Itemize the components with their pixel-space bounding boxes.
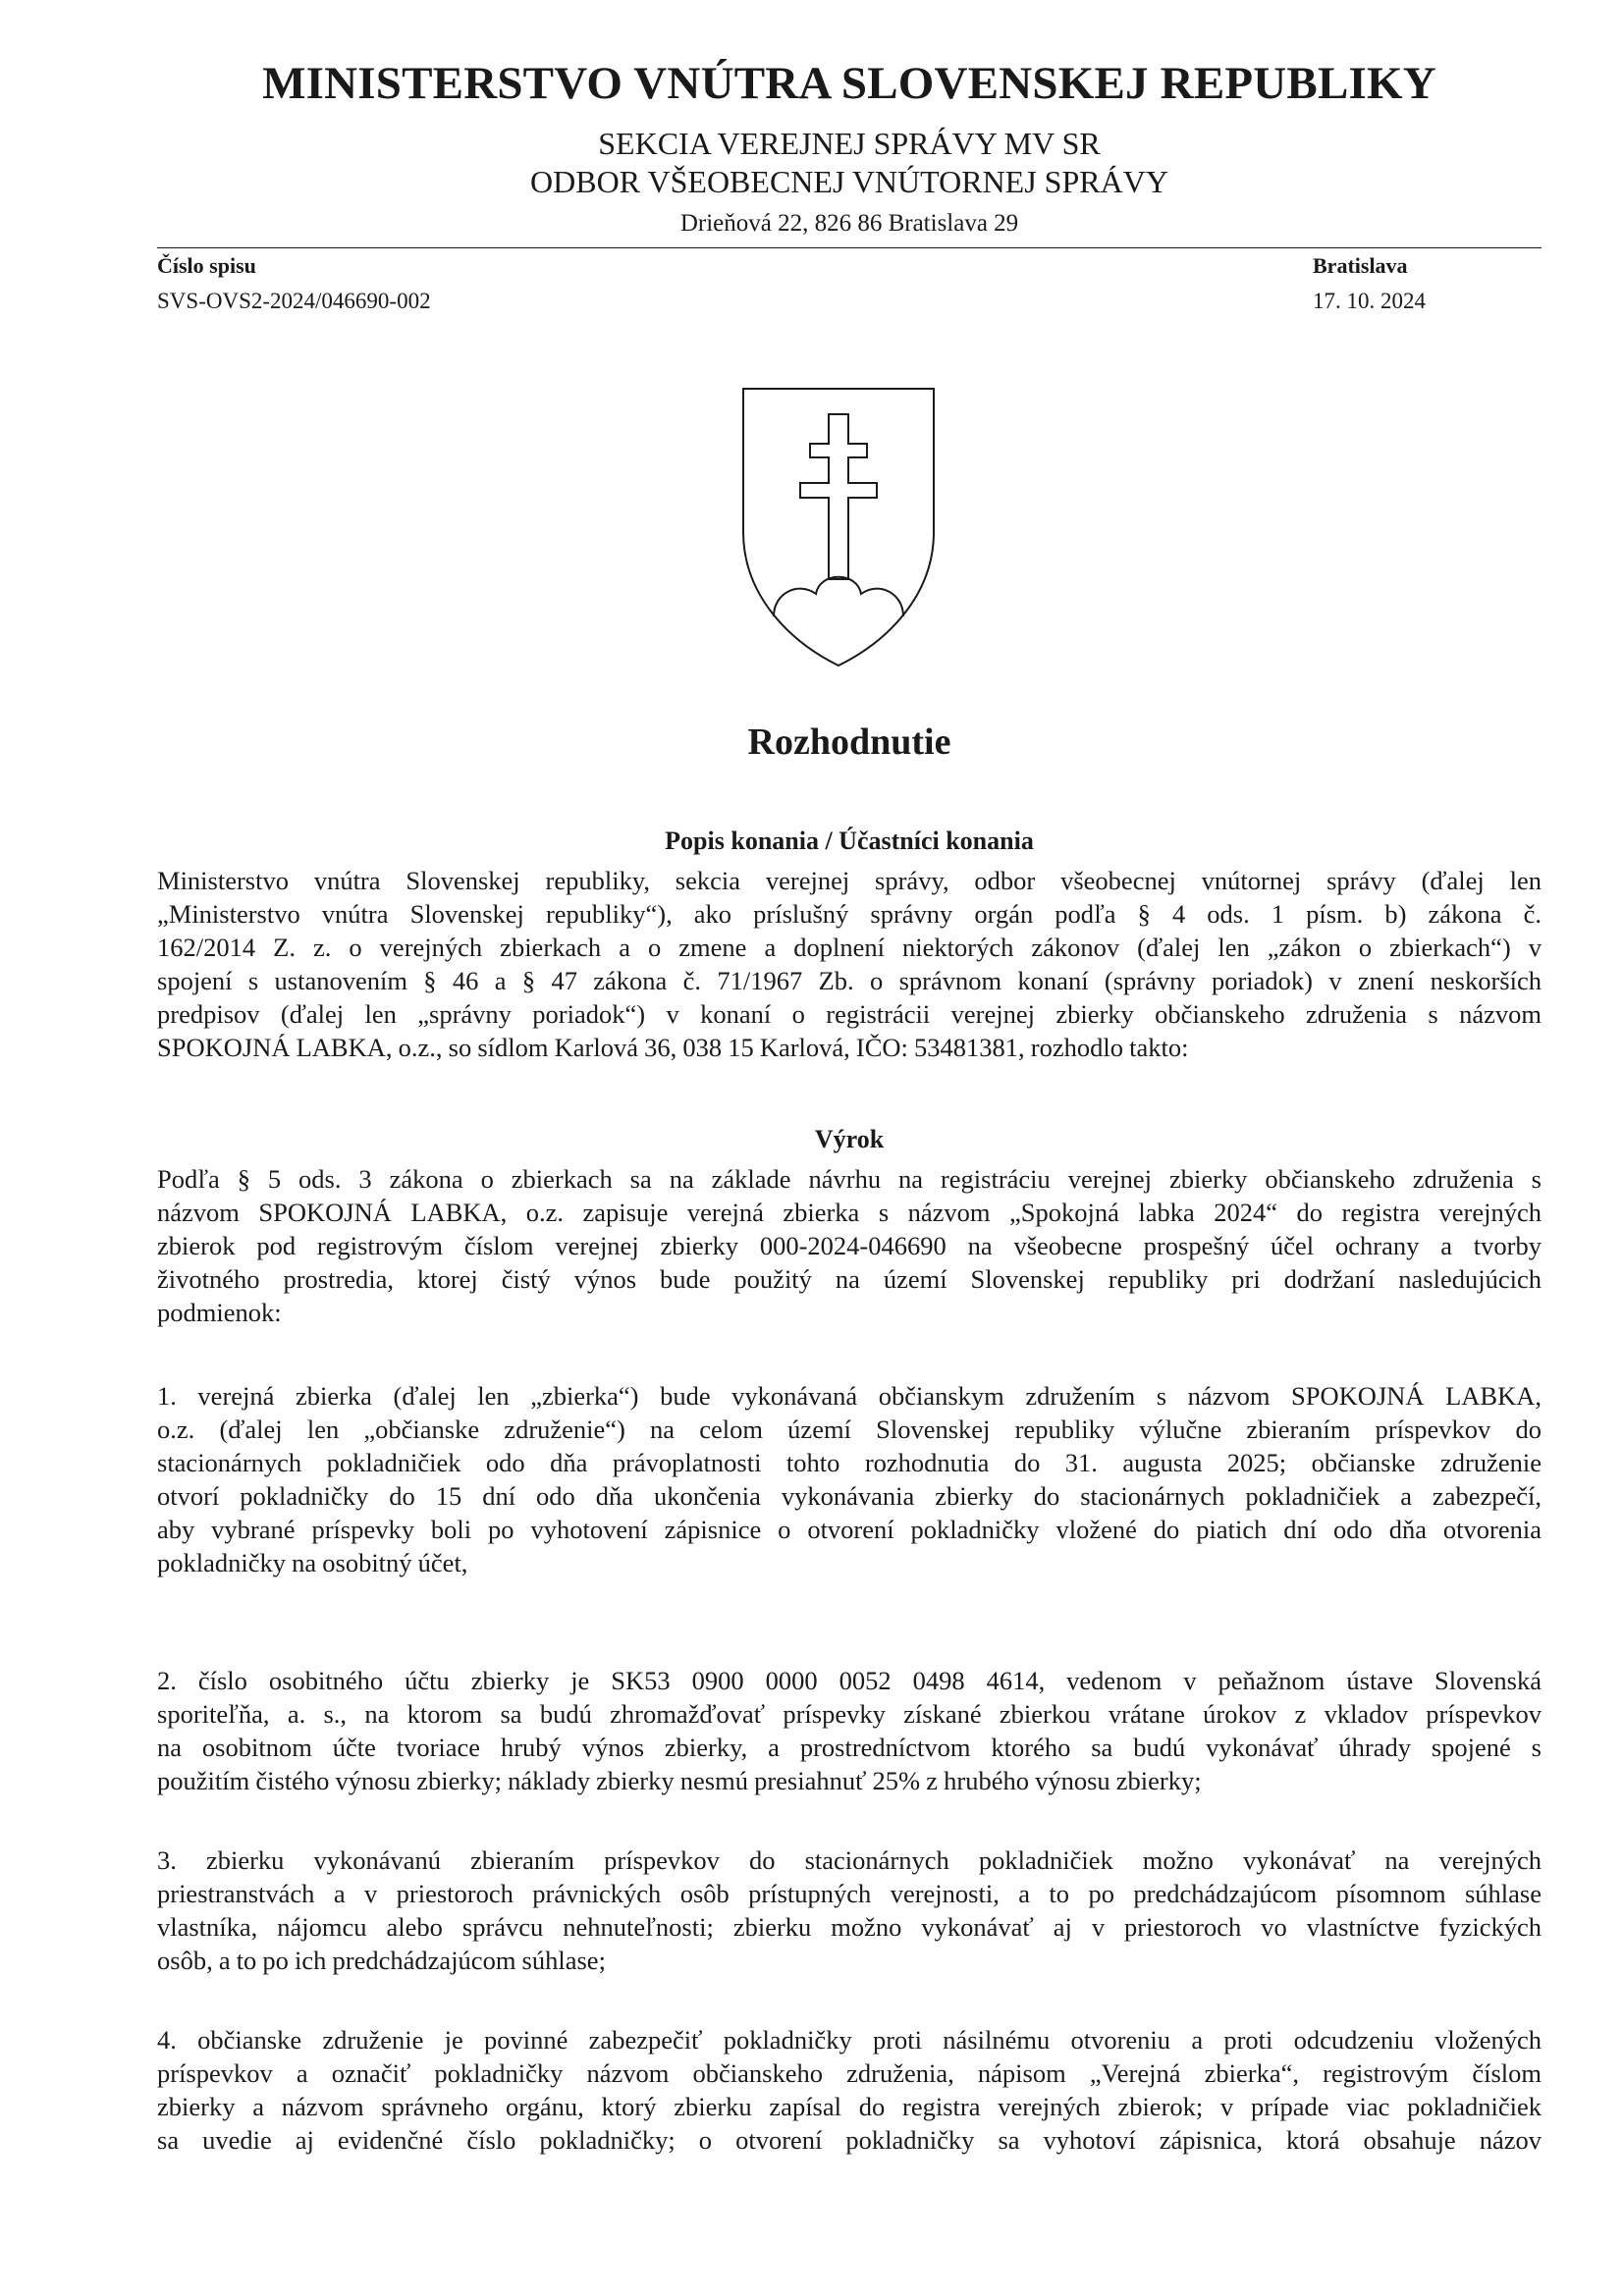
text-line: predpisov (ďalej len „správny poriadok“) v konaní o registrácii verejnej zbierky občianskeho združenia s názvom bbox=[157, 999, 1542, 1029]
text-line: vlastníka, nájomcu alebo správcu nehnuteľnosti; zbierku možno vykonávať aj v priestoroch vo vlastníctve fyzických bbox=[157, 1912, 1542, 1942]
header-divider bbox=[157, 247, 1542, 248]
text-line: zbierky a názvom správneho orgánu, ktorý zbierku zapísal do registra verejných zbierok; v prípade viac pokladničiek bbox=[157, 2092, 1542, 2121]
place-label: Bratislava bbox=[1313, 253, 1408, 278]
text-line: sporiteľňa, a. s., na ktorom sa budú zhromažďovať príspevky získané zbierkou vrátane úrokov z vkladov príspevkov bbox=[157, 1699, 1542, 1729]
text-line: „Ministerstvo vnútra Slovenskej republiky“), ako príslušný správny orgán podľa § 4 ods. 1 písm. b) zákona č. bbox=[157, 899, 1542, 929]
text-line: 162/2014 Z. z. o verejných zbierkach a o zmene a doplnení niektorých zákonov (ďalej len „zákon o zbierkach“) v bbox=[157, 933, 1542, 962]
text-line: Ministerstvo vnútra Slovenskej republiky, sekcia verejnej správy, odbor všeobecnej vnútornej správy (ďalej len bbox=[157, 866, 1542, 895]
verdict-intro-paragraph bbox=[157, 1162, 1542, 1329]
condition-4 bbox=[157, 2023, 1542, 2157]
file-number-label: Číslo spisu bbox=[157, 253, 256, 278]
document-date: 17. 10. 2024 bbox=[1313, 289, 1426, 313]
ministry-title: MINISTERSTVO VNÚTRA SLOVENSKEJ REPUBLIKY bbox=[262, 58, 1436, 109]
text-line: zbierok pod registrovým číslom verejnej zbierky 000-2024-046690 na všeobecne prospešný účel ochrany a tvorby bbox=[157, 1231, 1542, 1260]
section-name: SEKCIA VEREJNEJ SPRÁVY MV SR bbox=[598, 126, 1101, 161]
text-line: 4. občianske združenie je povinné zabezpečiť pokladničky proti násilnému otvoreniu a proti odcudzeniu vložených bbox=[157, 2025, 1542, 2055]
slovak-coat-of-arms-icon bbox=[739, 385, 938, 669]
text-line: názvom SPOKOJNÁ LABKA, o.z. zapisuje verejná zbierka s názvom „Spokojná labka 2024“ do registra verejných bbox=[157, 1198, 1542, 1227]
condition-3 bbox=[157, 1843, 1542, 1977]
text-line: Podľa § 5 ods. 3 zákona o zbierkach sa na základe návrhu na registráciu verejnej zbierky občianskeho združenia s bbox=[157, 1164, 1542, 1194]
text-line: spojení s ustanovením § 46 a § 47 zákona č. 71/1967 Zb. o správnom konaní (správny poriadok) v znení neskorších bbox=[157, 966, 1542, 995]
section-heading-verdict: Výrok bbox=[814, 1125, 885, 1153]
condition-2 bbox=[157, 1664, 1542, 1797]
text-line: sa uvedie aj evidenčné číslo pokladničky; o otvorení pokladničky sa vyhotoví zápisnica, ktorá obsahuje názov bbox=[157, 2125, 1542, 2155]
text-line: životného prostredia, ktorej čistý výnos bude použitý na území Slovenskej republiky pri dodržaní nasledujúcich bbox=[157, 1264, 1542, 1294]
text-line: na osobitnom účte tvoriace hrubý výnos zbierky, a prostredníctvom ktorého sa budú vykonávať úhrady spojené s bbox=[157, 1733, 1542, 1762]
text-line: príspevkov a označiť pokladničky názvom občianskeho združenia, nápisom „Verejná zbierka“, registrovým číslom bbox=[157, 2058, 1542, 2088]
text-line: osôb, a to po ich predchádzajúcom súhlase; bbox=[157, 1946, 606, 1975]
text-line: priestranstvách a v priestoroch právnických osôb prístupných verejnosti, a to po predchádzajúcom písomnom súhlase bbox=[157, 1879, 1542, 1908]
text-line: SPOKOJNÁ LABKA, o.z., so sídlom Karlová 36, 038 15 Karlová, IČO: 53481381, rozhodlo takto: bbox=[157, 1033, 1189, 1062]
document-title: Rozhodnutie bbox=[747, 721, 951, 763]
text-line: o.z. (ďalej len „občianske združenie“) na celom území Slovenskej republiky výlučne zbieraním príspevkov do bbox=[157, 1415, 1542, 1444]
text-line: pokladničky na osobitný účet, bbox=[157, 1548, 468, 1577]
text-line: podmienok: bbox=[157, 1298, 282, 1327]
text-line: použitím čistého výnosu zbierky; náklady zbierky nesmú presiahnuť 25% z hrubého výnosu zbierky; bbox=[157, 1766, 1202, 1795]
department-name: ODBOR VŠEOBECNEJ VNÚTORNEJ SPRÁVY bbox=[530, 164, 1168, 199]
text-line: stacionárnych pokladničiek odo dňa právoplatnosti tohto rozhodnutia do 31. augusta 2025; občianske združenie bbox=[157, 1448, 1542, 1477]
text-line: aby vybrané príspevky boli po vyhotovení zápisnice o otvorení pokladničky vložené do piatich dní odo dňa otvorenia bbox=[157, 1515, 1542, 1544]
section-heading-proceedings: Popis konania / Účastníci konania bbox=[665, 827, 1034, 855]
text-line: 3. zbierku vykonávanú zbieraním príspevkov do stacionárnych pokladničiek možno vykonávať na verejných bbox=[157, 1845, 1542, 1875]
text-line: 2. číslo osobitného účtu zbierky je SK53 0900 0000 0052 0498 4614, vedenom v peňažnom ústave Slovenská bbox=[157, 1666, 1542, 1695]
proceedings-paragraph bbox=[157, 864, 1542, 1064]
text-line: otvorí pokladničky do 15 dní odo dňa ukončenia vykonávania zbierky do stacionárnych pokladničiek a zabezpečí, bbox=[157, 1481, 1542, 1511]
file-number: SVS-OVS2-2024/046690-002 bbox=[157, 289, 431, 313]
ministry-address: Drieňová 22, 826 86 Bratislava 29 bbox=[679, 210, 1019, 237]
condition-1 bbox=[157, 1379, 1542, 1579]
text-line: 1. verejná zbierka (ďalej len „zbierka“) bude vykonávaná občianskym združením s názvom SPOKOJNÁ LABKA, bbox=[157, 1381, 1542, 1411]
